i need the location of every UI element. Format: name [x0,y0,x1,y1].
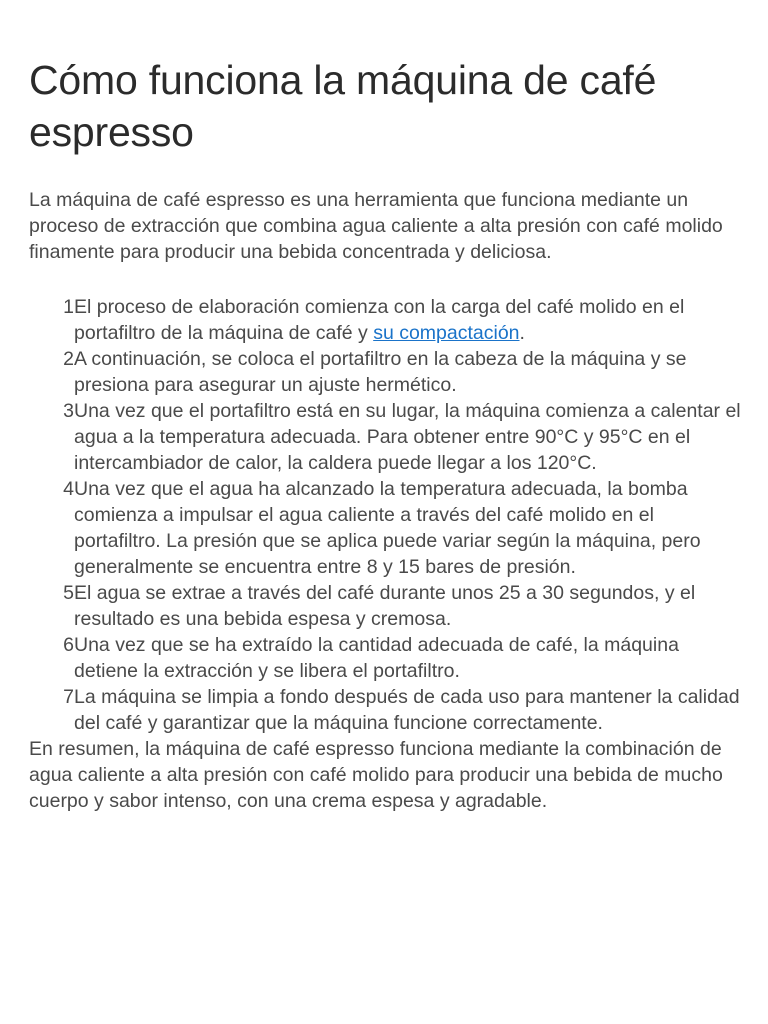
step-number: 2 [63,348,74,370]
step-text: Una vez que se ha extraído la cantidad adecuada de café, la máquina detiene la extracción y se libera el portafiltro. [74,634,679,682]
list-item [29,294,741,346]
intro-paragraph: La máquina de café espresso es una herramienta que funciona mediante un proceso de extracción que combina agua caliente a alta presión con café molido finamente para producir una bebida concentrada y deliciosa. [29,189,723,263]
compactacion-link[interactable]: su compactación [373,322,520,344]
step-text-after-link: . [519,322,525,344]
article [29,54,741,814]
step-text-before-link: El proceso de elaboración comienza con la carga del café molido en el portafiltro de la máquina de café y [74,296,685,344]
step-text: Una vez que el portafiltro está en su lugar, la máquina comienza a calentar el agua a la temperatura adecuada. Para obtener entre 90°C y 95°C en el intercambiador de calor, la caldera puede llegar a los 120°C. [74,400,741,474]
step-text [74,294,741,346]
list-item [29,580,741,632]
step-number: 6 [63,634,74,656]
step-text: Una vez que el agua ha alcanzado la temperatura adecuada, la bomba comienza a impulsar el agua caliente a través del café molido en el portafiltro. La presión que se aplica puede variar según la máquina, pero generalmente se encuentra entre 8 y 15 bares de presión. [74,478,701,578]
step-text: La máquina se limpia a fondo después de cada uso para mantener la calidad del café y garantizar que la máquina funcione correctamente. [74,686,740,734]
list-item [29,398,741,476]
step-text: El agua se extrae a través del café durante unos 25 a 30 segundos, y el resultado es una bebida espesa y cremosa. [74,582,696,630]
step-text: A continuación, se coloca el portafiltro en la cabeza de la máquina y se presiona para asegurar un ajuste hermético. [74,348,687,396]
step-number: 7 [63,686,74,708]
steps-list [29,294,741,736]
step-number: 5 [63,582,74,604]
list-item [29,346,741,398]
list-item [29,476,741,580]
list-item [29,684,741,736]
list-item [29,632,741,684]
step-number: 4 [63,478,74,500]
step-number: 3 [63,400,74,422]
step-number: 1 [63,296,74,318]
page-title: Cómo funciona la máquina de café espresso [29,57,657,155]
summary-paragraph: En resumen, la máquina de café espresso funciona mediante la combinación de agua caliente a alta presión con café molido para producir una bebida de mucho cuerpo y sabor intenso, con una crema espesa y agradable. [29,738,723,812]
